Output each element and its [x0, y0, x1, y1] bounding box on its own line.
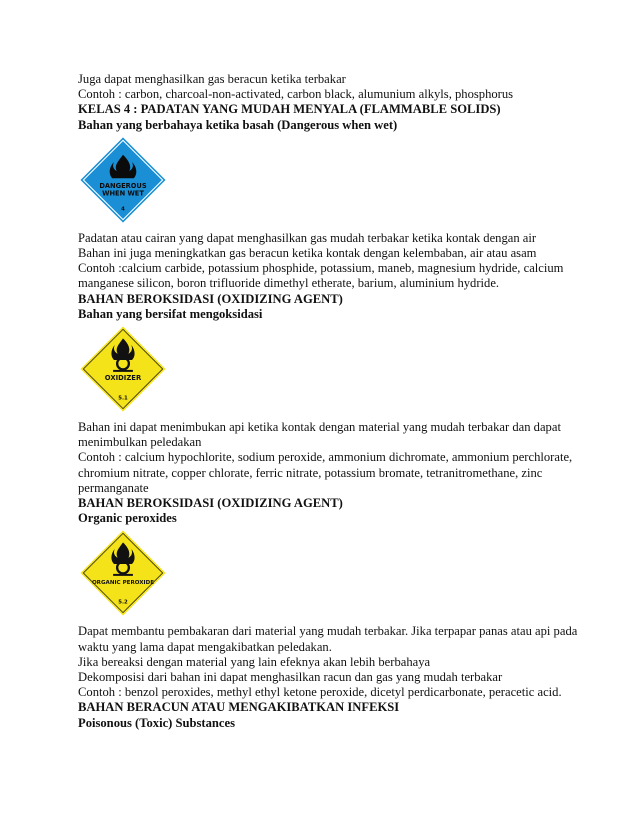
paragraph: Dekomposisi dari bahan ini dapat menghasilkan racun dan gas yang mudah terbakar	[78, 670, 503, 685]
placard-text: OXIDIZER	[104, 373, 142, 382]
example-text: Contoh : calcium hypochlorite, sodium peroxide, ammonium dichromate, ammonium perchlorate, chromium nitrate, copper chlorate, ferric nitrate, potassium bromate, tetranitromethane, zinc permanganate	[78, 450, 573, 495]
organic-peroxide-placard	[78, 528, 168, 618]
body-text: Juga dapat menghasilkan gas beracun ketika terbakar	[78, 72, 346, 86]
placard-text-line1: DANGEROUS	[99, 181, 147, 190]
paragraph: Dapat membantu pembakaran dari material yang mudah terbakar. Jika terpapar panas atau api pada waktu yang lama dapat mengakibatkan peledakan.	[78, 624, 578, 654]
placard-class-number: 4	[121, 206, 125, 213]
paragraph: Bahan ini juga meningkatkan gas beracun ketika kontak dengan kelembaban, air atau asam	[78, 246, 537, 261]
paragraph: Jika bereaksi dengan material yang lain efeknya akan lebih berbahaya	[78, 654, 431, 669]
placard-text-line2: WHEN WET	[102, 189, 144, 198]
example-text: Contoh : carbon, charcoal-non-activated, carbon black, alumunium alkyls, phosphorus	[78, 87, 514, 102]
document-page	[78, 72, 578, 731]
section-subheading-toxic: Poisonous (Toxic) Substances	[78, 715, 235, 730]
section-heading-class4: KELAS 4 : PADATAN YANG MUDAH MENYALA (FLAMMABLE SOLIDS)	[78, 102, 501, 117]
example-text: Contoh : benzol peroxides, methyl ethyl ketone peroxide, dicetyl perdicarbonate, peracetic acid.	[78, 685, 562, 700]
placard-class-number: 5.2	[118, 600, 128, 607]
placard-class-number: 5.1	[118, 395, 128, 402]
section-subheading-dangerous-when-wet: Bahan yang berbahaya ketika basah (Dangerous when wet)	[78, 117, 398, 132]
section-heading-toxic: BAHAN BERACUN ATAU MENGAKIBATKAN INFEKSI	[78, 700, 400, 715]
example-text: Contoh :calcium carbide, potassium phosphide, potassium, maneb, magnesium hydride, calcium manganese silicon, boron trifluoride dimethyl etherate, barium, aluminium hydride.	[78, 261, 564, 291]
paragraph: Bahan ini dapat menimbukan api ketika kontak dengan material yang mudah terbakar dan dapat menimbulkan peledakan	[78, 420, 561, 450]
paragraph: Padatan atau cairan yang dapat menghasilkan gas mudah terbakar ketika kontak dengan air	[78, 230, 537, 245]
section-heading-oxidizer: BAHAN BEROKSIDASI (OXIDIZING AGENT)	[78, 291, 343, 306]
section-heading-organic-peroxide: BAHAN BEROKSIDASI (OXIDIZING AGENT)	[78, 496, 343, 511]
section-subheading-oxidizer: Bahan yang bersifat mengoksidasi	[78, 306, 263, 321]
section-subheading-organic-peroxide: Organic peroxides	[78, 511, 177, 526]
oxidizer-placard	[78, 324, 168, 414]
placard-text: ORGANIC PEROXIDE	[91, 580, 155, 587]
dangerous-when-wet-placard	[78, 135, 168, 225]
